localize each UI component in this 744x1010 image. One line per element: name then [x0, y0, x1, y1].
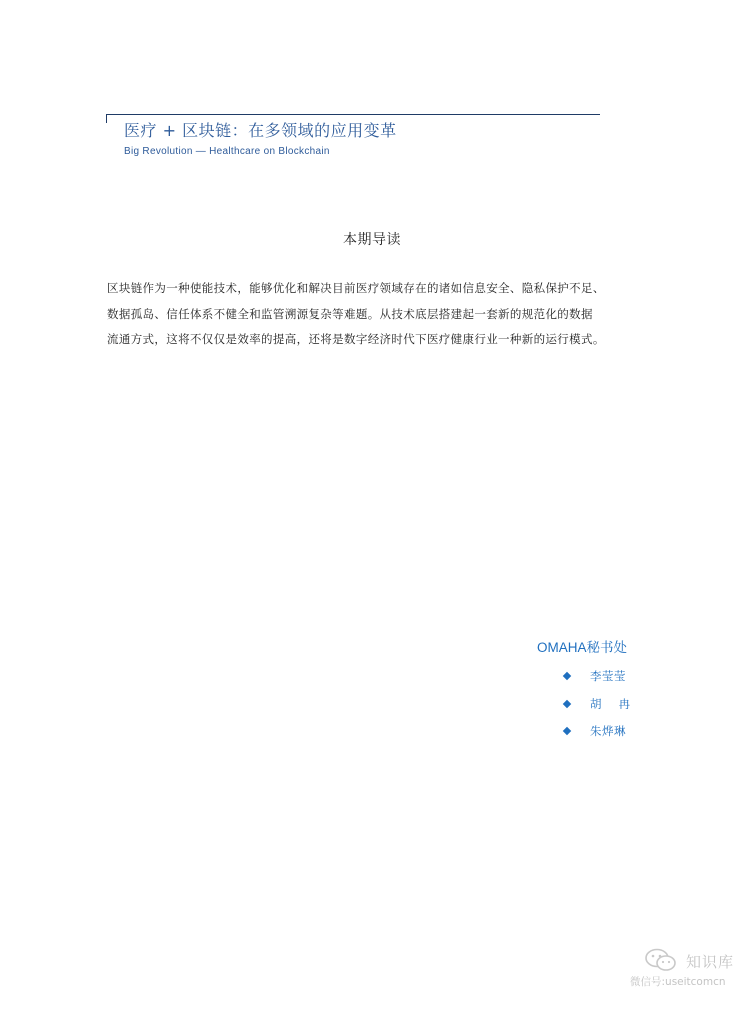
intro-heading: 本期导读	[343, 232, 401, 248]
author-name: 李莹莹	[590, 669, 626, 683]
wechat-icon	[644, 948, 678, 972]
organization-name: OMAHA秘书处	[536, 640, 627, 655]
watermark	[628, 946, 738, 996]
intro-line: 数据孤岛、信任体系不健全和监管溯源复杂等难题。从技术底层搭建起一套新的规范化的数据	[107, 306, 593, 321]
header-rule-tick	[106, 114, 107, 123]
author-item	[560, 723, 640, 751]
diamond-bullet-icon	[563, 672, 571, 680]
author-name: 朱烨琳	[590, 724, 626, 738]
watermark-title: 知识库	[686, 953, 735, 971]
intro-line: 区块链作为一种使能技术，能够优化和解决目前医疗领域存在的诸如信息安全、隐私保护不足、	[107, 281, 605, 295]
diamond-bullet-icon	[563, 699, 571, 707]
diamond-bullet-icon	[563, 727, 571, 735]
watermark-subtitle: 微信号:useitcomcn	[630, 976, 726, 988]
page-title: 医疗 + 区块链：在多领域的应用变革	[124, 121, 397, 140]
intro-paragraph	[107, 276, 647, 353]
author-item	[560, 696, 640, 724]
author-name: 胡 冉	[590, 696, 631, 711]
intro-line: 流通方式，这将不仅仅是效率的提高，还将是数字经济时代下医疗健康行业一种新的运行模式。	[107, 332, 605, 346]
author-list	[560, 668, 640, 751]
header-rule	[106, 114, 600, 115]
page-subtitle: Big Revolution — Healthcare on Blockchain	[124, 146, 330, 157]
author-item	[560, 668, 640, 696]
